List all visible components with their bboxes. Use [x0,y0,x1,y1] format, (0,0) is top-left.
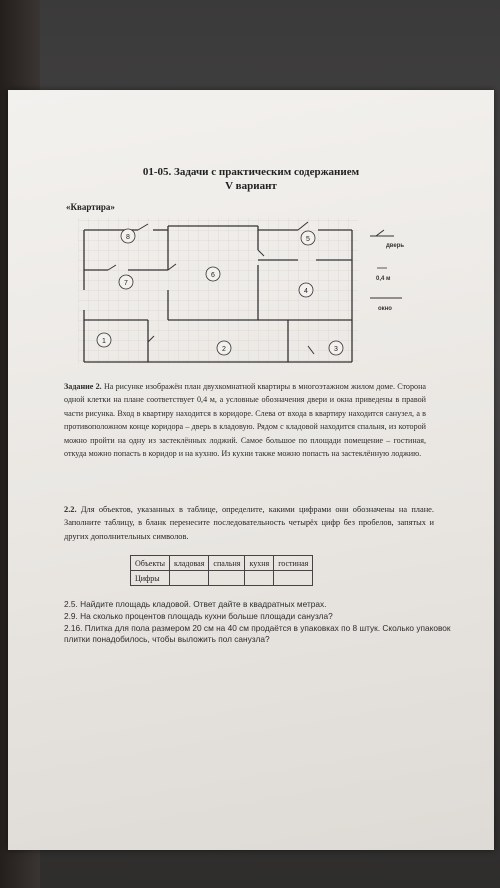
room-marker-2 [217,341,231,355]
legend-window-label: окно [378,306,392,312]
section-label: «Квартира» [66,202,115,212]
task22-heading: 2.2. [64,505,77,514]
svg-text:4: 4 [304,288,308,295]
table-cell-kitchen: кухня [245,556,274,571]
table-row [131,556,313,571]
page-subtitle: V вариант [225,180,277,192]
room-marker-6 [206,267,220,281]
paper-sheet [8,90,494,850]
svg-text:8: 8 [126,234,130,241]
svg-text:6: 6 [211,272,215,279]
plan-grid [78,218,358,364]
page-title: 01-05. Задачи с практическим содержанием [142,166,360,178]
table-answer-cell[interactable] [209,571,245,586]
task22-text: Для объектов, указанных в таблице, определите, какими цифрами они обозначены на плане. Заполните таблицу, в бланк перенесите последовательность четырёх цифр без пробелов, запятых и других дополнительных символов. [64,505,434,541]
svg-text:5: 5 [306,236,310,243]
legend-cell-label: 0,4 м [376,276,391,282]
table-answer-cell[interactable] [170,571,209,586]
room-marker-4 [299,283,313,297]
table-cell-digits-label: Цифры [131,571,170,586]
plan-legend [370,230,404,312]
svg-text:7: 7 [124,280,128,287]
table-answer-cell[interactable] [274,571,313,586]
table-row [131,571,313,586]
apartment-plan [8,90,494,850]
svg-text:2: 2 [222,346,226,353]
answer-table [130,555,313,586]
task2-heading: Задание 2. [64,382,102,391]
legend-door-symbol [376,230,384,236]
room-marker-1 [97,333,111,347]
legend-door-label: дверь [386,243,405,249]
room-marker-8 [121,229,135,243]
task2-text: На рисунке изображён план двухкомнатной квартиры в многоэтажном жилом доме. Сторона одной клетки на плане соответствует 0,4 м, а условные обозначения двери и окна приведены в правой части рисунка. Вход в квартиру находится в коридоре. Слева от входа в квартиру находится санузел, а в противоположном конце коридора – дверь в кладовую. Рядом с кладовой находится спальня, из которой можно пройти на одну из застеклённых лоджий. Самое большое по площади помещение – гостиная, откуда можно попасть в коридор и на кухню. Из кухни также можно попасть на застеклённую лоджию. [64,382,426,459]
task2-paragraph [64,380,426,460]
task22-paragraph [64,503,434,543]
table-cell-bedroom: спальня [209,556,245,571]
svg-text:3: 3 [334,346,338,353]
table-cell-living-room: гостиная [274,556,313,571]
question-2-5: 2.5. Найдите площадь кладовой. Ответ дайте в квадратных метрах. [64,599,327,609]
room-marker-3 [329,341,343,355]
svg-text:1: 1 [102,338,106,345]
room-marker-7 [119,275,133,289]
table-answer-cell[interactable] [245,571,274,586]
table-cell-objects: Объекты [131,556,170,571]
question-2-9: 2.9. На сколько процентов площадь кухни больше площади санузла? [64,611,333,621]
question-2-16: 2.16. Плитка для пола размером 20 см на 40 см продаётся в упаковках по 8 штук. Сколько упаковок плитки понадобилось, чтобы выложить пол санузла? [64,623,451,644]
table-cell-storage: кладовая [170,556,209,571]
room-marker-5 [301,231,315,245]
